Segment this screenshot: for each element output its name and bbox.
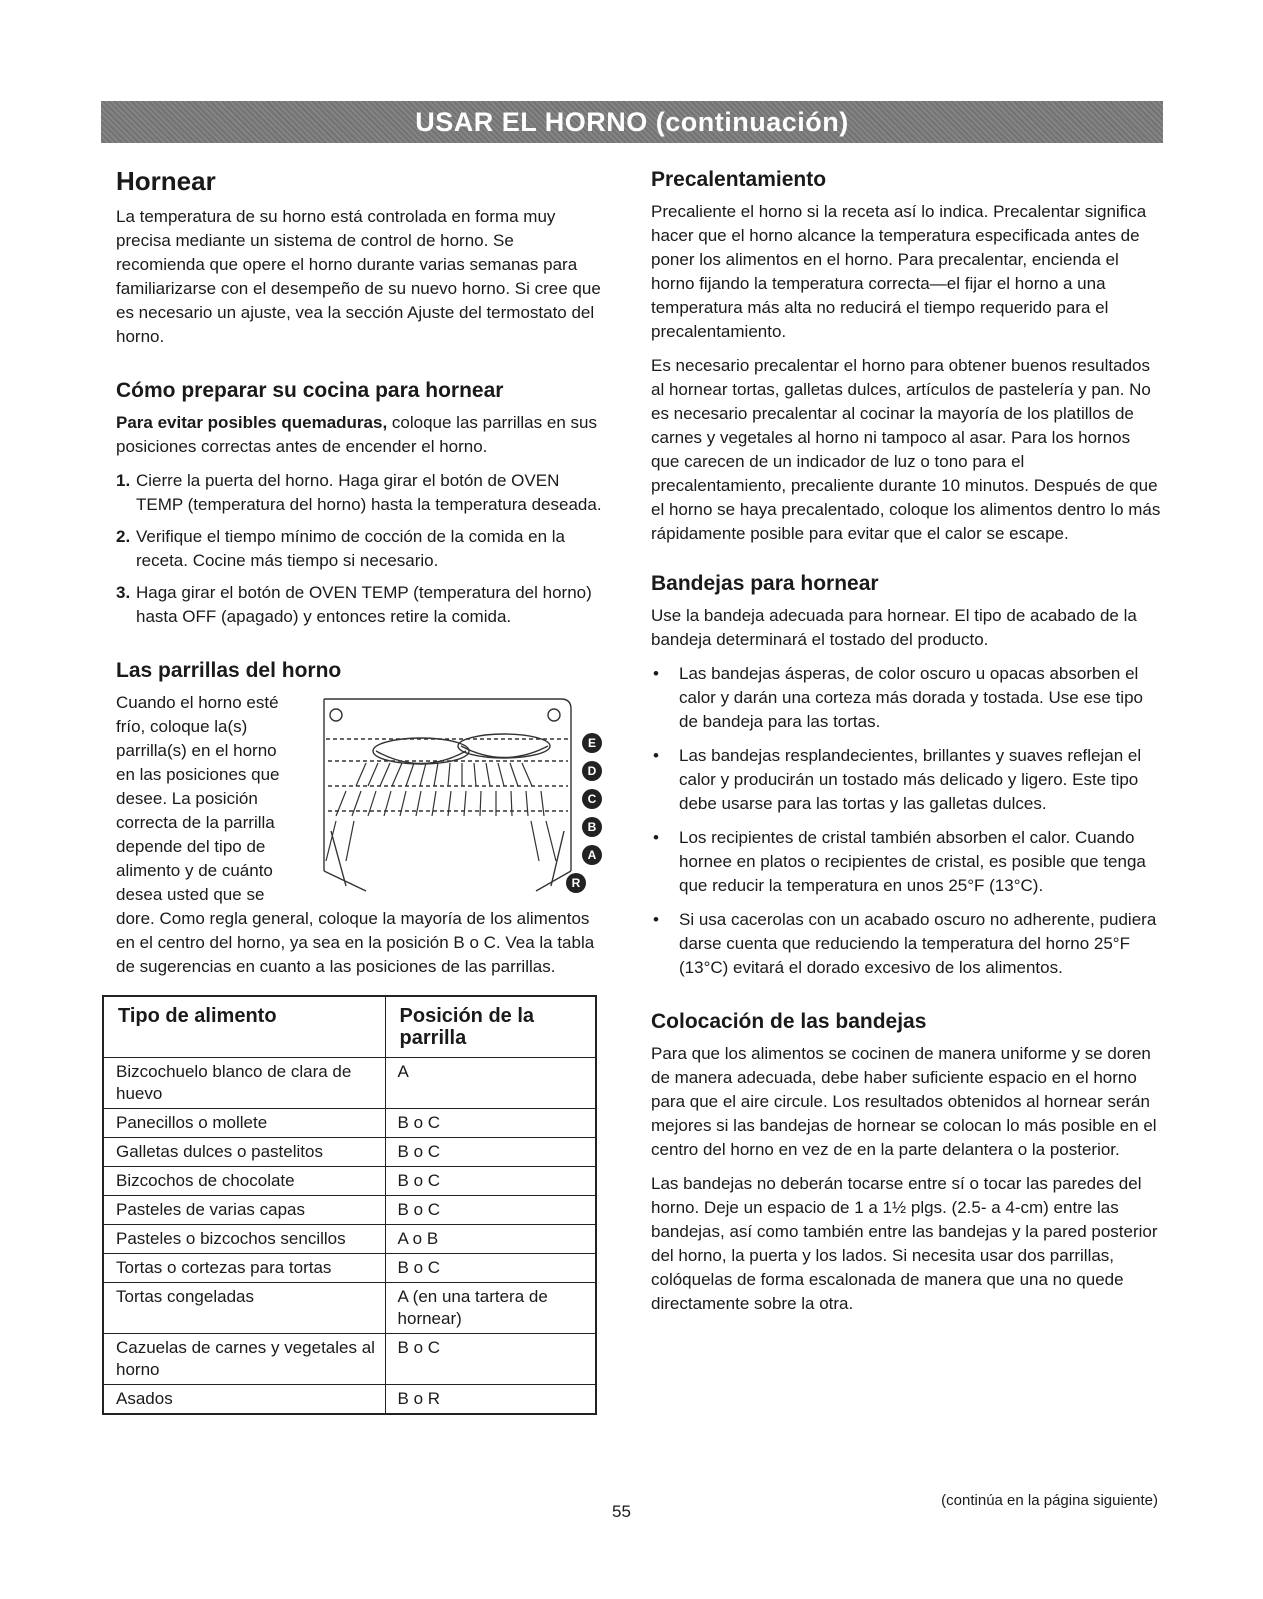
food-cell: Asados	[103, 1385, 385, 1415]
heading-precalentamiento: Precalentamiento	[651, 168, 827, 191]
position-cell: B o C	[385, 1109, 596, 1138]
table-row	[103, 1167, 596, 1196]
rack-position-table	[102, 995, 597, 1415]
step-item	[116, 581, 606, 629]
bullet-icon: •	[653, 910, 659, 929]
table-row	[103, 1196, 596, 1225]
table-row	[103, 1385, 596, 1415]
table-header-row	[103, 996, 596, 1058]
rack-label-e: E	[587, 736, 597, 750]
table-row	[103, 1109, 596, 1138]
heading-preparar: Cómo preparar su cocina para hornear	[116, 379, 504, 402]
position-cell: B o R	[385, 1385, 596, 1415]
section-precalentamiento	[651, 168, 1161, 546]
heading-parrillas: Las parrillas del horno	[116, 659, 342, 682]
section-colocacion	[651, 1010, 1161, 1316]
section-bandejas	[651, 572, 1161, 980]
food-cell: Pasteles de varias capas	[103, 1196, 385, 1225]
right-column	[651, 160, 1161, 1338]
position-cell: A (en una tartera de hornear)	[385, 1283, 596, 1334]
food-cell: Galletas dulces o pastelitos	[103, 1138, 385, 1167]
step-item	[116, 469, 606, 517]
position-cell: B o C	[385, 1254, 596, 1283]
food-cell: Cazuelas de carnes y vegetales al horno	[103, 1334, 385, 1385]
preparar-steps	[116, 469, 606, 629]
table-row	[103, 1058, 596, 1109]
table-row	[103, 1254, 596, 1283]
section-hornear	[116, 166, 606, 349]
colocacion-paragraph-2: Las bandejas no deberán tocarse entre sí o tocar las paredes del horno. Deje un espacio de 1 a 1½ plgs. (2.5- a 4-cm) entre las bandejas, así como también entre las bandejas y la pared posterior del horno, la puerta y los lados. Si necesita usar dos parrillas, colóquelas de forma escalonada de manera que una no quede directamente sobre la otra.	[651, 1174, 1158, 1313]
table-row	[103, 1283, 596, 1334]
heading-hornear: Hornear	[116, 166, 216, 196]
heading-bandejas: Bandejas para hornear	[651, 572, 879, 595]
rack-label-a: A	[587, 848, 597, 862]
table-row	[103, 1334, 596, 1385]
header-rack-position: Posición de la parrilla	[385, 996, 596, 1058]
step-number: 2.	[116, 527, 131, 546]
step-text: Haga girar el botón de OVEN TEMP (temperatura del horno) hasta OFF (apagado) y entonces retire la comida.	[136, 583, 592, 626]
parrillas-text: Cuando el horno esté frío, coloque la(s) parrilla(s) en el horno en las posiciones que desee. La posición correcta de la parrilla depende del tipo de alimento y de cuánto desea usted que se dore. Como regla general, coloque la mayoría de los alimentos en el centro del horno, ya sea en la posición B o C. Vea la tabla de sugerencias en cuanto a las posiciones de las parrillas.	[116, 693, 595, 976]
food-cell: Tortas congeladas	[103, 1283, 385, 1334]
position-cell: B o C	[385, 1167, 596, 1196]
position-cell: B o C	[385, 1334, 596, 1385]
step-item	[116, 525, 606, 573]
section-parrillas	[116, 659, 606, 1415]
page-banner	[101, 101, 1163, 143]
precal-paragraph-1: Precaliente el horno si la receta así lo indica. Precalentar significa hacer que el horno alcance la temperatura especificada antes de poner los alimentos en el horno. Para precalentar, encienda el horno fijando la temperatura correcta—el fijar el horno a una temperatura más alta no reducirá el tiempo requerido para el precalentamiento.	[651, 202, 1147, 341]
bullet-text: Las bandejas ásperas, de color oscuro u opacas absorben el calor y darán una corteza más dorada y tostada. Use ese tipo de bandeja para las tortas.	[679, 664, 1143, 731]
bullet-icon: •	[653, 664, 659, 683]
section-preparar	[116, 379, 606, 629]
banner-title: USAR EL HORNO (continuación)	[415, 106, 849, 137]
precal-paragraph-2: Es necesario precalentar el horno para obtener buenos resultados al hornear tortas, galletas dulces, artículos de pastelería y pan. No es necesario precalentar al cocinar la mayoría de los platillos de carnes y vegetales al horno ni tampoco al asar. Para los hornos que carecen de un indicador de luz o tono para el precalentamiento, precaliente durante 10 minutos. Después de que el horno se haya precalentado, coloque los alimentos dentro lo más rápidamente posible para evitar que el calor se escape.	[651, 356, 1161, 543]
position-cell: B o C	[385, 1138, 596, 1167]
bullet-icon: •	[653, 828, 659, 847]
bandejas-bullets	[651, 662, 1161, 980]
food-cell: Pasteles o bizcochos sencillos	[103, 1225, 385, 1254]
hornear-text: La temperatura de su horno está controlada en forma muy precisa mediante un sistema de control de horno. Se recomienda que opere el horno durante varias semanas para familiarizarse con el desempeño de su nuevo horno. Si cree que es necesario un ajuste, vea la sección Ajuste del termostato del horno.	[116, 207, 601, 346]
food-cell: Bizcochos de chocolate	[103, 1167, 385, 1196]
list-item	[651, 662, 1161, 734]
step-text: Cierre la puerta del horno. Haga girar el botón de OVEN TEMP (temperatura del horno) hasta la temperatura deseada.	[136, 471, 602, 514]
bandejas-text: Use la bandeja adecuada para hornear. El tipo de acabado de la bandeja determinará el tostado del producto.	[651, 606, 1137, 649]
heading-colocacion: Colocación de las bandejas	[651, 1010, 927, 1033]
step-text: Verifique el tiempo mínimo de cocción de la comida en la receta. Cocine más tiempo si necesario.	[136, 527, 566, 570]
food-cell: Panecillos o mollete	[103, 1109, 385, 1138]
bullet-text: Si usa cacerolas con un acabado oscuro no adherente, pudiera darse cuenta que reduciendo la temperatura del horno 25°F (13°C) evitará el dorado excesivo de los alimentos.	[679, 910, 1157, 977]
position-cell: A	[385, 1058, 596, 1109]
table-row	[103, 1225, 596, 1254]
rack-label-c: C	[587, 792, 597, 806]
list-item	[651, 826, 1161, 898]
header-food-type: Tipo de alimento	[103, 996, 385, 1058]
bullet-text: Los recipientes de cristal también absorben el calor. Cuando hornee en platos o recipientes de cristal, es posible que tenga que reducir la temperatura en unos 25°F (13°C).	[679, 828, 1146, 895]
page-number: 55	[612, 1502, 631, 1521]
oven-rack-illustration	[306, 691, 606, 896]
preparar-lead: Para evitar posibles quemaduras,	[116, 413, 388, 432]
preparar-intro	[116, 411, 606, 459]
position-cell: A o B	[385, 1225, 596, 1254]
rack-label-r: R	[571, 876, 581, 890]
rack-label-d: D	[587, 764, 597, 778]
step-number: 3.	[116, 583, 131, 602]
continues-note: (continúa en la página siguiente)	[941, 1492, 1158, 1509]
colocacion-paragraph-1: Para que los alimentos se cocinen de manera uniforme y se doren de manera adecuada, debe haber suficiente espacio en el horno para que el aire circule. Los resultados obtenidos al hornear serán mejores si las bandejas de hornear se colocan lo más posible en el centro del horno en vez de en la parte delantera o la posterior.	[651, 1044, 1157, 1159]
food-cell: Tortas o cortezas para tortas	[103, 1254, 385, 1283]
rack-label-b: B	[587, 820, 597, 834]
position-cell: B o C	[385, 1196, 596, 1225]
left-column	[116, 160, 606, 1437]
bullet-text: Las bandejas resplandecientes, brillantes y suaves reflejan el calor y producirán un tostado más delicado y ligero. Este tipo debe usarse para las tortas y las galletas dulces.	[679, 746, 1142, 813]
food-cell: Bizcochuelo blanco de clara de huevo	[103, 1058, 385, 1109]
table-row	[103, 1138, 596, 1167]
preparar-text: coloque las parrillas en sus posiciones correctas antes de encender el horno.	[116, 413, 597, 456]
list-item	[651, 908, 1161, 980]
list-item	[651, 744, 1161, 816]
bullet-icon: •	[653, 746, 659, 765]
step-number: 1.	[116, 471, 131, 490]
